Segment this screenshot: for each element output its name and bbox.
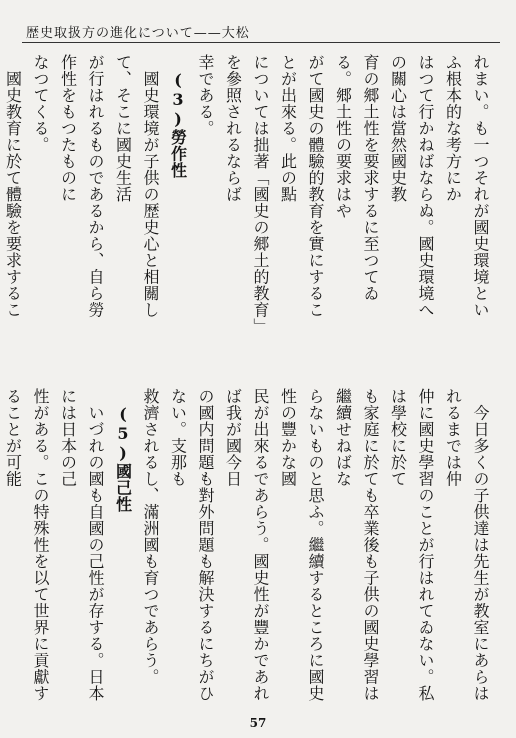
- section-heading: (3)勞作性: [168, 54, 188, 179]
- text-line: 性がある。この特殊性を以て世界に貢獻することが可能: [3, 388, 50, 702]
- text-line: らないものと思ふ。繼續するところに國史性の豐かな國: [278, 388, 325, 702]
- running-header: 歴史取扱方の進化について——大松: [26, 26, 250, 41]
- text-line: の國内問題も對外問題も解決するにちがひない。支那も: [168, 388, 215, 702]
- text-line: がて國史の體驗的教育を實にすることが出來る。此の點: [278, 54, 325, 318]
- top-text-block: [3, 54, 494, 330]
- text-line: 國史環境が子供の歴史心と相關して、そこに國史生活: [113, 54, 160, 318]
- text-line: れまい。も一つそれが國史環境といふ根本的な考方にか: [443, 54, 490, 318]
- text-line: 民が出來るであらう。國史性が豐かであれば我が國今日: [223, 388, 270, 702]
- text-line: 仲に國史學習のことが行はれてゐない。私は學校に於て: [388, 388, 435, 702]
- text-line: 幸である。: [196, 54, 215, 137]
- page-number: 57: [249, 716, 267, 730]
- text-line: も家庭に於ても卒業後も子供の國史學習は繼續せねばな: [333, 388, 380, 702]
- text-line: 今日多くの子供達は先生が教室にあらはれるまでは仲: [443, 388, 490, 702]
- text-line: はつて行かねばならぬ。國史環境への關心は當然國史教: [388, 54, 435, 318]
- header-rule: [22, 42, 500, 43]
- bottom-text-block: [3, 388, 494, 706]
- text-line: が行はれるものであるから、自ら勞作性をもつたものに: [58, 54, 105, 318]
- text-line: いづれの國も自國の己性が存する。日本には日本の己: [58, 388, 105, 702]
- text-line: については拙著「國史の郷土的教育」を參照されるならば: [223, 54, 270, 327]
- text-line: 育の郷土性を要求するに至つてゐる。郷土性の要求はや: [333, 54, 380, 302]
- section-heading: (5)國己性: [113, 388, 133, 513]
- text-line: なつてくる。: [31, 54, 50, 153]
- text-line: 救濟されるし、滿洲國も育つであらう。: [141, 388, 160, 685]
- text-line: 國史教育に於て體驗を要求するこ: [3, 70, 23, 318]
